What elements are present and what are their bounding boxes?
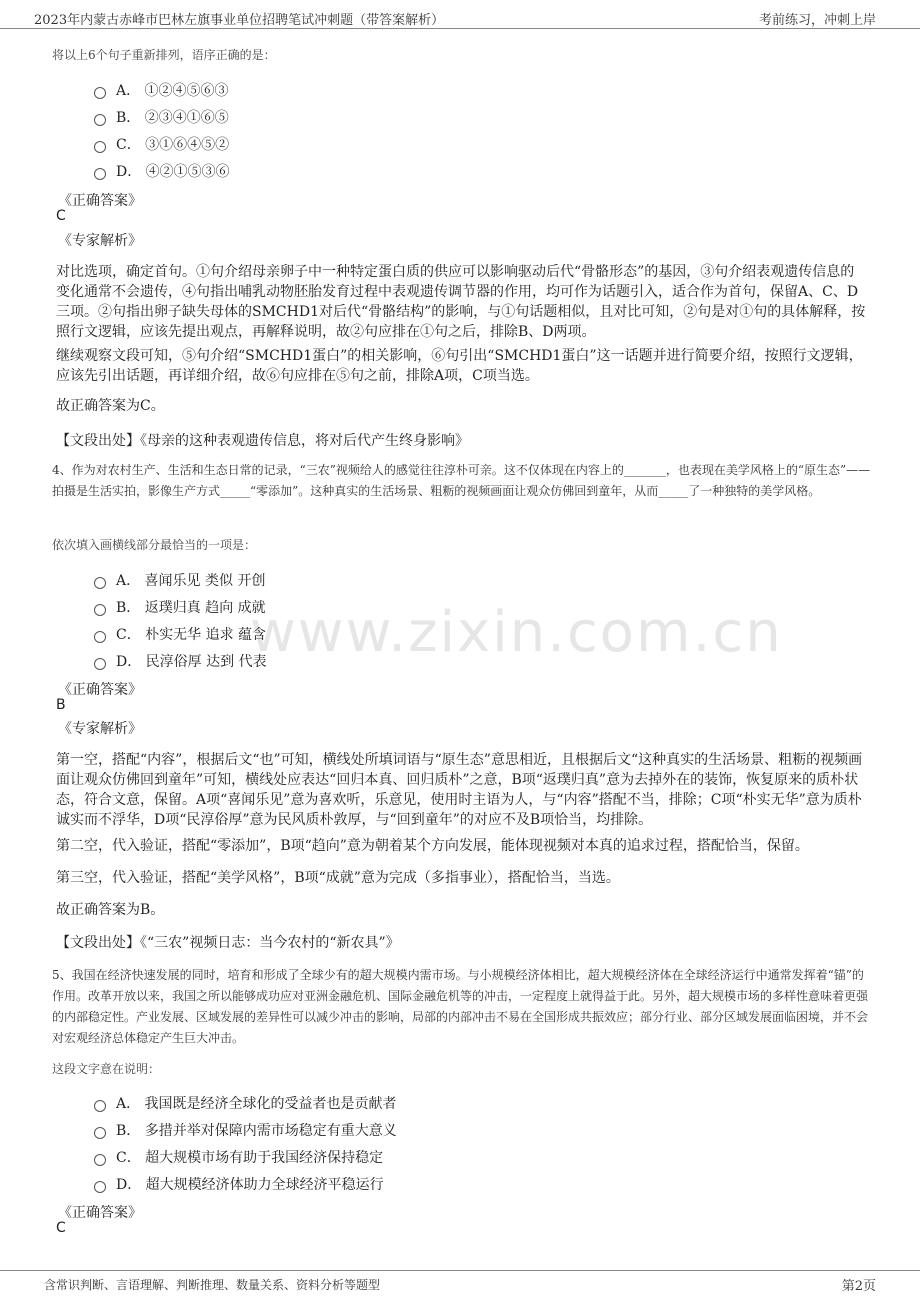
question-prompt: 这段文字意在说明： — [52, 1062, 161, 1076]
correct-answer: C — [56, 208, 66, 224]
answer-heading: 《正确答案》 — [58, 193, 142, 209]
footer-categories: 含常识判断、言语理解、判断推理、数量关系、资料分析等题型 — [44, 1278, 381, 1292]
option-label: B． ②③④①⑥⑤ — [116, 110, 229, 126]
page-footer — [0, 1270, 920, 1303]
option-c[interactable] — [94, 624, 266, 644]
radio-button[interactable] — [94, 87, 106, 99]
answer-heading: 《正确答案》 — [58, 1205, 142, 1221]
option-label: D． 民淳俗厚 达到 代表 — [116, 654, 267, 670]
option-label: C． ③①⑥④⑤② — [116, 137, 230, 153]
option-label: A． ①②④⑤⑥③ — [116, 83, 229, 99]
option-b[interactable] — [94, 1120, 397, 1140]
analysis-paragraph: 对比选项，确定首句。①句介绍母亲卵子中一种特定蛋白质的供应可以影响驱动后代“骨骼形态”的基因，③句介绍表观遗传信息的变化通常不会遗传，④句指出哺乳动物胚胎发育过程中表观遗传调节器的作用，均可作为话题引入，适合作为首句，保留A、C、D三项。②句指出卵子缺失母体的SMCHD1对后代“骨骼结构”的影响，与①句话题相似，且对比可知，②句是对①句的具体解释，按照行文逻辑，应该先提出观点，再解释说明，故②句应排在①句之后，排除B、D两项。 — [56, 264, 866, 340]
option-d[interactable] — [94, 651, 267, 671]
analysis-paragraph: 故正确答案为B。 — [56, 902, 165, 918]
option-label: C． 朴实无华 追求 蕴含 — [116, 627, 267, 643]
option-a[interactable] — [94, 1093, 397, 1113]
radio-button[interactable] — [94, 114, 106, 126]
correct-answer: C — [56, 1220, 66, 1236]
document-title: 2023年内蒙古赤峰市巴林左旗事业单位招聘笔试冲刺题（带答案解析） — [34, 13, 445, 28]
option-label: A． 喜闻乐见 类似 开创 — [116, 573, 266, 589]
radio-button[interactable] — [94, 1127, 106, 1139]
answer-heading: 《正确答案》 — [58, 682, 142, 698]
analysis-paragraph: 第三空，代入验证，搭配“美学风格”，B项“成就”意为完成（多指事业），搭配恰当，当选。 — [56, 870, 620, 886]
radio-button[interactable] — [94, 658, 106, 670]
option-label: D． ④②①⑤③⑥ — [116, 164, 230, 180]
option-c[interactable] — [94, 134, 229, 154]
page-header — [0, 0, 920, 29]
option-b[interactable] — [94, 107, 229, 127]
analysis-paragraph: 第一空，搭配“内容”，根据后文“也”可知，横线处所填词语与“原生态”意思相近，且根据后文“这种真实的生活场景、粗粝的视频画面让观众仿佛回到童年”可知，横线处应表达“回归本真、回归质朴”之意，B项“返璞归真”意为去掉外在的装饰，恢复原来的质朴状态，符合文意，保留。A项“喜闻乐见”意为喜欢听，乐意见，使用时主语为人，与“内容”搭配不当，排除；C项“朴实无华”意为质朴诚实而不浮华，D项“民淳俗厚”意为民风质朴敦厚，与“回到童年”的对应不及B项恰当，均排除。 — [56, 752, 863, 828]
passage-source: 【文段出处】《“三农”视频日志：当今农村的“新农具”》 — [56, 935, 400, 951]
option-label: B． 返璞归真 趋向 成就 — [116, 600, 266, 616]
option-d[interactable] — [94, 1174, 384, 1194]
question-stem: 5、我国在经济快速发展的同时，培育和形成了全球少有的超大规模内需市场。与小规模经济体相比，超大规模经济体在全球经济运行中通常发挥着“锚”的作用。改革开放以来，我国之所以能够成功应对亚洲金融危机、国际金融危机等的冲击，一定程度上就得益于此。另外，超大规模市场的多样性意味着更强的内部稳定性。产业发展、区域发展的差异性可以减少冲击的影响，局部的内部冲击不易在全国形成共振效应；部分行业、部分区域发展面临困境，并不会对宏观经济总体稳定产生巨大冲击。 — [52, 968, 869, 1045]
header-slogan: 考前练习，冲刺上岸 — [758, 13, 876, 28]
radio-button[interactable] — [94, 141, 106, 153]
radio-button[interactable] — [94, 1100, 106, 1112]
analysis-paragraph: 第二空，代入验证，搭配“零添加”，B项“趋向”意为朝着某个方向发展，能体现视频对本真的追求过程，搭配恰当，保留。 — [56, 838, 809, 854]
radio-button[interactable] — [94, 604, 106, 616]
radio-button[interactable] — [94, 168, 106, 180]
option-label: D． 超大规模经济体助力全球经济平稳运行 — [116, 1177, 384, 1193]
passage-source: 【文段出处】《母亲的这种表观遗传信息，将对后代产生终身影响》 — [56, 433, 469, 449]
option-a[interactable] — [94, 80, 229, 100]
analysis-paragraph: 故正确答案为C。 — [56, 398, 165, 414]
option-a[interactable] — [94, 570, 265, 590]
radio-button[interactable] — [94, 1181, 106, 1193]
analysis-paragraph: 继续观察文段可知，⑤句介绍“SMCHD1蛋白”的相关影响，⑥句引出“SMCHD1蛋白”这一话题并进行简要介绍，按照行文逻辑，应该先引出话题，再详细介绍，故⑥句应排在⑤句之前，排除A项，C项当选。 — [56, 348, 863, 384]
page-number: 第2页 — [841, 1279, 876, 1294]
analysis-heading: 《专家解析》 — [58, 233, 142, 249]
radio-button[interactable] — [94, 1154, 106, 1166]
question-prompt: 将以上6个句子重新排列，语序正确的是： — [52, 48, 276, 62]
option-c[interactable] — [94, 1147, 383, 1167]
watermark: www.zixin.com.cn — [250, 600, 783, 665]
correct-answer: B — [56, 697, 66, 713]
option-d[interactable] — [94, 161, 230, 181]
radio-button[interactable] — [94, 631, 106, 643]
option-label: B． 多措并举对保障内需市场稳定有重大意义 — [116, 1123, 397, 1139]
analysis-heading: 《专家解析》 — [58, 721, 142, 737]
option-label: C． 超大规模市场有助于我国经济保持稳定 — [116, 1150, 384, 1166]
radio-button[interactable] — [94, 577, 106, 589]
option-label: A． 我国既是经济全球化的受益者也是贡献者 — [116, 1096, 397, 1112]
option-b[interactable] — [94, 597, 266, 617]
question-stem: 4、作为对农村生产、生活和生态日常的记录，“三农”视频给人的感觉往往淳朴可亲。这不仅体现在内容上的_______，也表现在美学风格上的“原生态”——拍摄是生活实拍，影像生产方式_____“零添加”。这种真实的生活场景、粗粝的视频画面让观众仿佛回到童年，从而_____了一种独特的美学风格。 — [52, 463, 871, 498]
question-prompt: 依次填入画横线部分最恰当的一项是： — [52, 538, 257, 552]
